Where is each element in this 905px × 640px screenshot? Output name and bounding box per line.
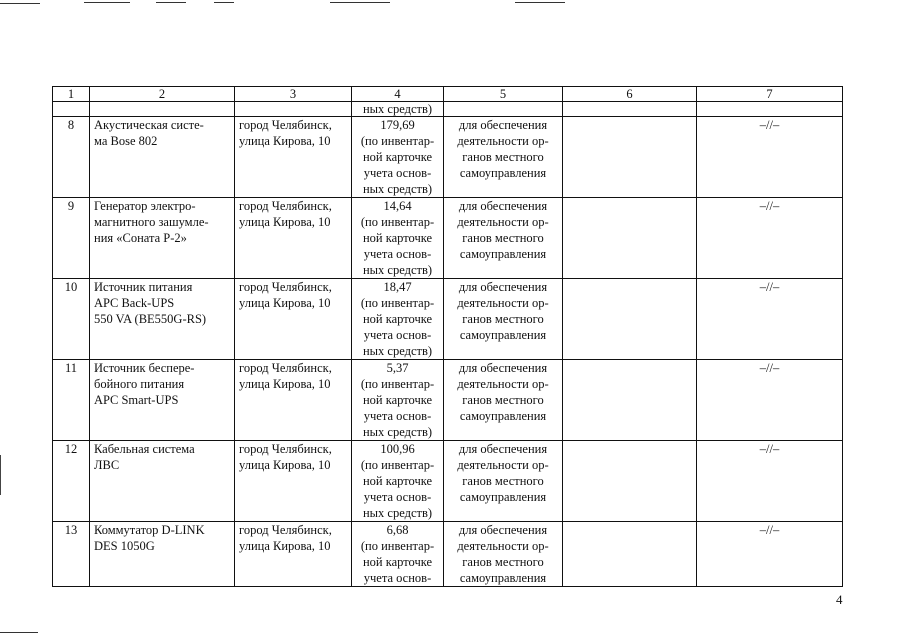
item-col6 <box>563 441 697 522</box>
item-col7: –//– <box>697 279 843 360</box>
item-address-line: город Челябинск, <box>239 442 332 456</box>
item-address-line: улица Кирова, 10 <box>239 458 331 472</box>
continuation-row <box>53 102 843 117</box>
item-name <box>90 198 235 279</box>
scan-artifact-top <box>330 2 390 3</box>
item-col7: –//– <box>697 198 843 279</box>
item-address <box>235 198 352 279</box>
item-purpose-line: ганов местного <box>462 312 544 326</box>
row-number: 8 <box>53 117 90 198</box>
header-row <box>53 87 843 102</box>
item-cost-line: (по инвентар- <box>360 377 435 391</box>
item-address-line: город Челябинск, <box>239 199 332 213</box>
item-address-line: улица Кирова, 10 <box>239 296 331 310</box>
item-purpose-line: деятельности ор- <box>457 215 549 229</box>
item-purpose-line: ганов местного <box>462 474 544 488</box>
item-name-line: Генератор электро- <box>94 199 196 213</box>
item-address <box>235 522 352 587</box>
item-purpose-line: самоуправления <box>459 247 547 261</box>
item-name-line: бойного питания <box>94 377 185 391</box>
item-cost-line: ных средств) <box>362 182 433 196</box>
item-purpose-line: для обеспечения <box>458 118 548 132</box>
item-cost-line: учета основ- <box>363 166 432 180</box>
item-name-line: Акустическая систе- <box>94 118 204 132</box>
item-cost-line: учета основ- <box>363 490 432 504</box>
item-address-line: город Челябинск, <box>239 523 332 537</box>
item-name <box>90 522 235 587</box>
continuation-cell <box>90 102 235 117</box>
row-number: 9 <box>53 198 90 279</box>
item-name-line: ния «Соната Р-2» <box>94 231 187 245</box>
item-col7: –//– <box>697 360 843 441</box>
scan-artifact-top <box>515 2 565 3</box>
item-address <box>235 360 352 441</box>
header-cell: 6 <box>563 87 697 102</box>
scan-artifact-top <box>84 2 130 3</box>
header-cell: 3 <box>235 87 352 102</box>
item-purpose-line: самоуправления <box>459 409 547 423</box>
item-col6 <box>563 198 697 279</box>
item-purpose-line: для обеспечения <box>458 523 548 537</box>
item-address-line: улица Кирова, 10 <box>239 539 331 553</box>
item-purpose-line: самоуправления <box>459 490 547 504</box>
item-name <box>90 279 235 360</box>
item-cost-line: ной карточке <box>362 555 433 569</box>
item-col6 <box>563 279 697 360</box>
header-cell: 1 <box>53 87 90 102</box>
continuation-cell <box>444 102 563 117</box>
item-cost-line: 5,37 <box>386 361 409 375</box>
item-purpose-line: самоуправления <box>459 166 547 180</box>
item-purpose-line: ганов местного <box>462 231 544 245</box>
item-cost <box>352 441 444 522</box>
item-address-line: город Челябинск, <box>239 118 332 132</box>
item-name-line: Коммутатор D-LINK <box>94 523 205 537</box>
item-address <box>235 117 352 198</box>
item-cost <box>352 198 444 279</box>
item-purpose-line: деятельности ор- <box>457 296 549 310</box>
item-cost-line: 179,69 <box>380 118 415 132</box>
item-purpose-line: для обеспечения <box>458 280 548 294</box>
item-col7: –//– <box>697 441 843 522</box>
item-name-line: магнитного зашумле- <box>94 215 209 229</box>
scan-artifact-bottom <box>0 632 38 633</box>
item-col6 <box>563 117 697 198</box>
item-col7: –//– <box>697 522 843 587</box>
header-cell: 2 <box>90 87 235 102</box>
item-name-line: ЛВС <box>94 458 120 472</box>
item-cost <box>352 279 444 360</box>
continuation-cell <box>563 102 697 117</box>
item-purpose <box>444 360 563 441</box>
item-address-line: улица Кирова, 10 <box>239 377 331 391</box>
item-name <box>90 360 235 441</box>
item-purpose <box>444 279 563 360</box>
item-purpose-line: ганов местного <box>462 555 544 569</box>
table-row <box>53 522 843 587</box>
table-row <box>53 360 843 441</box>
item-cost-line: учета основ- <box>363 247 432 261</box>
continuation-cell <box>697 102 843 117</box>
item-purpose <box>444 198 563 279</box>
item-purpose-line: деятельности ор- <box>457 377 549 391</box>
row-number: 12 <box>53 441 90 522</box>
row-number: 11 <box>53 360 90 441</box>
scan-artifact-left <box>0 455 1 495</box>
scan-artifact-top <box>214 2 234 3</box>
item-col6 <box>563 522 697 587</box>
item-cost-line: ной карточке <box>362 474 433 488</box>
item-purpose <box>444 117 563 198</box>
header-cell: 7 <box>697 87 843 102</box>
item-name-line: APC Back-UPS <box>94 296 175 310</box>
table-row <box>53 279 843 360</box>
continuation-cell: ных средств) <box>352 102 444 117</box>
item-name-line: Источник беспере- <box>94 361 195 375</box>
item-name-line: ма Bose 802 <box>94 134 158 148</box>
header-cell: 5 <box>444 87 563 102</box>
item-cost-line: ных средств) <box>362 263 433 277</box>
item-name-line: DES 1050G <box>94 539 155 553</box>
item-name-line: Источник питания <box>94 280 193 294</box>
item-address-line: улица Кирова, 10 <box>239 215 331 229</box>
table-row <box>53 441 843 522</box>
item-purpose <box>444 522 563 587</box>
row-number: 13 <box>53 522 90 587</box>
item-cost-line: учета основ- <box>363 571 432 585</box>
item-cost-line: ной карточке <box>362 312 433 326</box>
item-purpose <box>444 441 563 522</box>
item-cost-line: учета основ- <box>363 328 432 342</box>
item-purpose-line: деятельности ор- <box>457 539 549 553</box>
table-row <box>53 117 843 198</box>
item-purpose-line: ганов местного <box>462 150 544 164</box>
continuation-cell <box>53 102 90 117</box>
page-number: 4 <box>836 592 843 607</box>
item-cost-line: (по инвентар- <box>360 458 435 472</box>
item-purpose-line: для обеспечения <box>458 361 548 375</box>
header-cell: 4 <box>352 87 444 102</box>
item-address <box>235 279 352 360</box>
item-cost <box>352 522 444 587</box>
item-cost-line: учета основ- <box>363 409 432 423</box>
item-cost-line: ных средств) <box>362 506 433 520</box>
item-cost-line: ной карточке <box>362 231 433 245</box>
item-cost-line: 100,96 <box>380 442 415 456</box>
item-address-line: город Челябинск, <box>239 361 332 375</box>
item-purpose-line: деятельности ор- <box>457 458 549 472</box>
table-row <box>53 198 843 279</box>
item-cost-line: (по инвентар- <box>360 539 435 553</box>
item-name <box>90 441 235 522</box>
scan-artifact-top <box>156 2 186 3</box>
item-cost <box>352 117 444 198</box>
item-purpose-line: ганов местного <box>462 393 544 407</box>
continuation-cell <box>235 102 352 117</box>
item-cost-line: ных средств) <box>362 344 433 358</box>
inventory-table <box>52 86 843 587</box>
item-address-line: улица Кирова, 10 <box>239 134 331 148</box>
item-cost-line: 6,68 <box>386 523 409 537</box>
item-purpose-line: для обеспечения <box>458 199 548 213</box>
item-cost-line: ных средств) <box>362 425 433 439</box>
item-name <box>90 117 235 198</box>
item-cost-line: (по инвентар- <box>360 296 435 310</box>
item-name-line: 550 VA (BE550G-RS) <box>94 312 207 326</box>
item-cost-line: (по инвентар- <box>360 134 435 148</box>
item-name-line: Кабельная система <box>94 442 195 456</box>
item-address-line: город Челябинск, <box>239 280 332 294</box>
item-cost-line: ной карточке <box>362 393 433 407</box>
item-col6 <box>563 360 697 441</box>
item-purpose-line: самоуправления <box>459 571 547 585</box>
item-cost-line: ной карточке <box>362 150 433 164</box>
item-cost-line: 14,64 <box>383 199 412 213</box>
item-purpose-line: самоуправления <box>459 328 547 342</box>
scan-artifact-top <box>0 3 40 4</box>
item-purpose-line: для обеспечения <box>458 442 548 456</box>
row-number: 10 <box>53 279 90 360</box>
item-purpose-line: деятельности ор- <box>457 134 549 148</box>
item-address <box>235 441 352 522</box>
item-col7: –//– <box>697 117 843 198</box>
item-name-line: APC Smart-UPS <box>94 393 179 407</box>
item-cost-line: (по инвентар- <box>360 215 435 229</box>
item-cost <box>352 360 444 441</box>
item-cost-line: 18,47 <box>383 280 412 294</box>
